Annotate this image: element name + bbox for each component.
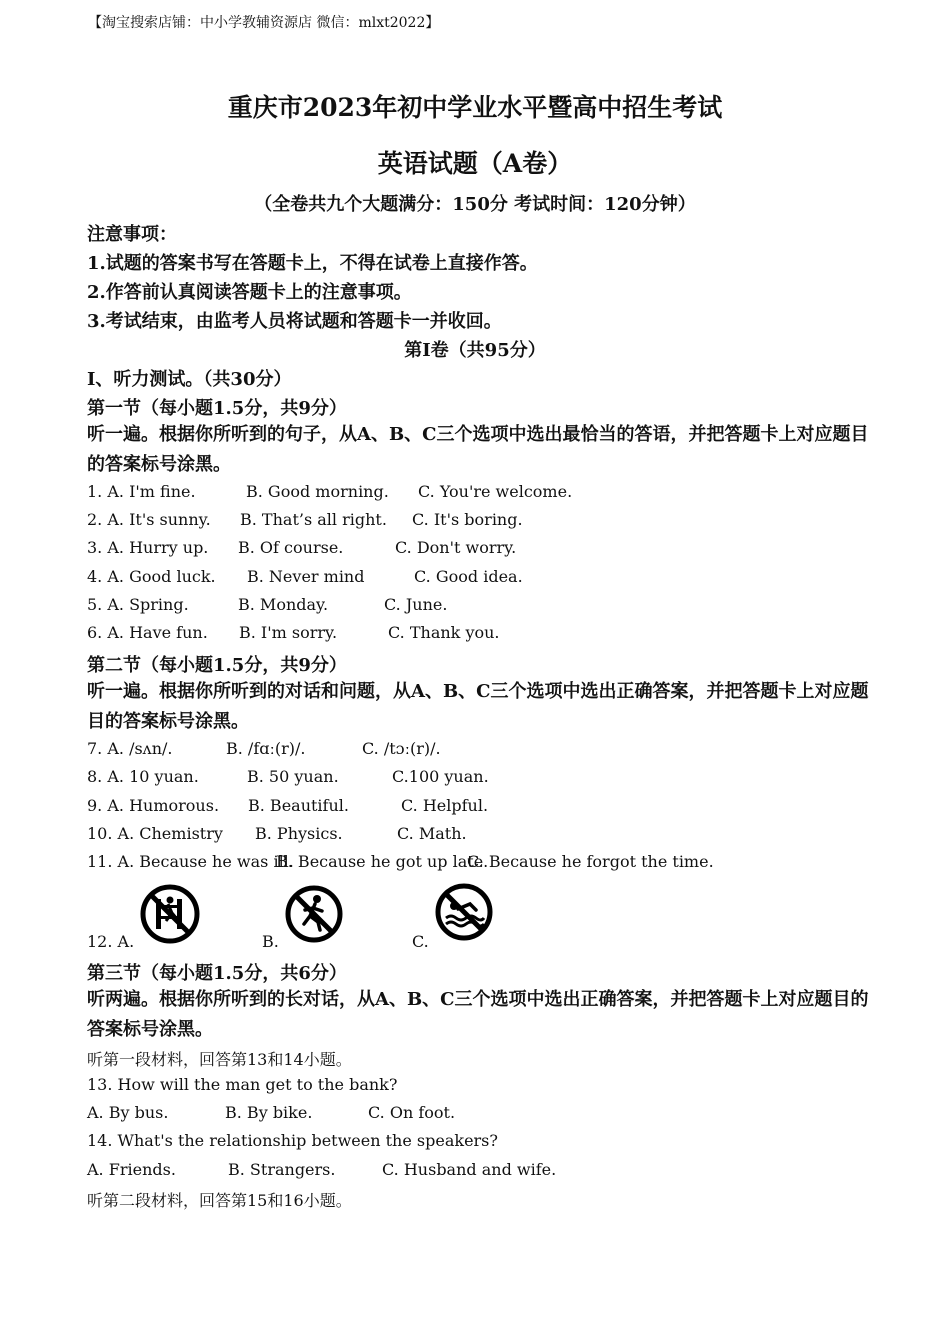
option-a: A. Friends. (87, 1160, 176, 1179)
option-b: B. Because he got up late. (276, 852, 489, 871)
option-b: B. Physics. (255, 824, 343, 843)
option-a: 10. A. Chemistry (87, 824, 223, 843)
note-item: 3.考试结束，由监考人员将试题和答题卡一并收回。 (87, 311, 502, 332)
option-b: B. Strangers. (228, 1160, 336, 1179)
option-c: C. Thank you. (388, 623, 500, 642)
option-c: C. Good idea. (414, 567, 523, 586)
question-stem: 13. How will the man get to the bank? (87, 1075, 398, 1094)
option-c: C.100 yuan. (392, 767, 489, 786)
shop-note: 【淘宝搜索店铺：中小学教辅资源店 微信：mlxt2022】 (88, 15, 440, 31)
option-a: 8. A. 10 yuan. (87, 767, 199, 786)
option-a: A. By bus. (87, 1103, 169, 1122)
option-c: C. Don't worry. (395, 538, 517, 557)
note-item: 2.作答前认真阅读答题卡上的注意事项。 (87, 282, 412, 303)
option-c: C. It's boring. (412, 510, 523, 529)
option-a: 1. A. I'm fine. (87, 482, 196, 501)
option-c: C. You're welcome. (418, 482, 573, 501)
part1-heading: Ⅰ、听力测试。（共30分） (87, 369, 292, 390)
passage-intro: 听第一段材料，回答第13和14小题。 (87, 1050, 352, 1069)
option-b: B. Beautiful. (248, 796, 349, 815)
option-c: C. Husband and wife. (382, 1160, 557, 1179)
option-a: 11. A. Because he was ill. (87, 852, 294, 871)
option-c: C. Math. (397, 824, 467, 843)
question-stem: 14. What's the relationship between the speakers? (87, 1131, 498, 1150)
volume-heading: 第Ⅰ卷（共95分） (404, 340, 546, 361)
section1-instruction: 听一遍。根据你所听到的句子，从A、B、C三个选项中选出最恰当的答语，并把答题卡上对应题目的答案标号涂黑。 (87, 424, 869, 475)
option-b: B. /fɑː(r)/. (226, 739, 306, 758)
exam-meta: （全卷共九个大题满分：150分 考试时间：120分钟） (254, 194, 696, 215)
option-b: B. Monday. (238, 595, 329, 614)
option-a: 7. A. /sʌn/. (87, 739, 173, 758)
section1-heading: 第一节（每小题1.5分，共9分） (87, 398, 347, 419)
option-c: C. Because he forgot the time. (467, 852, 714, 871)
option-c: C. (412, 932, 429, 951)
option-a: 5. A. Spring. (87, 595, 189, 614)
note-item: 1.试题的答案书写在答题卡上，不得在试卷上直接作答。 (87, 253, 538, 274)
section3-heading: 第三节（每小题1.5分，共6分） (87, 963, 347, 984)
option-a: 4. A. Good luck. (87, 567, 216, 586)
option-a: 9. A. Humorous. (87, 796, 220, 815)
option-a: 3. A. Hurry up. (87, 538, 209, 557)
section2-heading: 第二节（每小题1.5分，共9分） (87, 655, 347, 676)
option-b: B. (262, 932, 279, 951)
exam-title: 重庆市2023年初中学业水平暨高中招生考试 (227, 93, 723, 122)
option-b: B. By bike. (225, 1103, 313, 1122)
option-c: C. Helpful. (401, 796, 489, 815)
option-c: C. On foot. (368, 1103, 456, 1122)
option-a: 12. A. (87, 932, 135, 951)
option-b: B. Never mind (247, 567, 365, 586)
section2-instruction: 听一遍。根据你所听到的对话和问题，从A、B、C三个选项中选出正确答案，并把答题卡上对应题目的答案标号涂黑。 (87, 681, 869, 732)
section3-instruction: 听两遍。根据你所听到的长对话，从A、B、C三个选项中选出正确答案，并把答题卡上对应题目的答案标号涂黑。 (87, 989, 869, 1040)
no-running-sign-icon (284, 884, 344, 944)
option-c: C. /tɔː(r)/. (362, 739, 441, 758)
option-b: B. I'm sorry. (239, 623, 338, 642)
option-b: B. Good morning. (246, 482, 389, 501)
no-climbing-sign-icon (139, 883, 201, 945)
option-a: 2. A. It's sunny. (87, 510, 211, 529)
no-swimming-sign-icon (434, 882, 494, 942)
option-b: B. That’s all right. (240, 510, 387, 529)
notes-heading: 注意事项： (87, 224, 177, 245)
option-b: B. Of course. (238, 538, 344, 557)
option-c: C. June. (384, 595, 448, 614)
option-a: 6. A. Have fun. (87, 623, 208, 642)
option-b: B. 50 yuan. (247, 767, 339, 786)
exam-subtitle: 英语试题（A卷） (377, 149, 573, 178)
passage-intro: 听第二段材料，回答第15和16小题。 (87, 1191, 352, 1210)
